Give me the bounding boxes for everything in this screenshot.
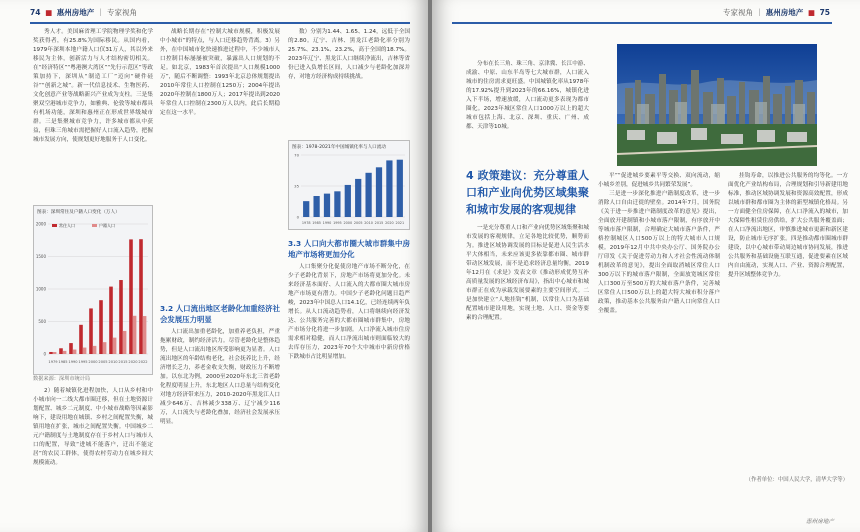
chart2-bar	[355, 179, 361, 217]
col5-top-text: 平”“促进城乡要素平等交换、双向流动，缩小城乡差别，促进城乡共同繁荣发展”。	[598, 173, 720, 188]
col1-top-text: 秀人才。美国麻省理工学院物理学奖和化学奖获得者，有25.8%为国际移民。从国内看，1979年深圳本地户籍人口仅31万人，其以外来移民为主体，创新活力与人才结构密切相关。在“经济特区”“粤港澳大湾区”“先行示范区”等政策加持下，深圳从“制造工厂”迈向“硬件硅谷”“创新之城”。新一代信息技术、生物医药、文化创意产业等战略新兴产业成为支柱。三是集聚双空港城市竞争力，如雅典、伦敦等城市都具有机场功能，深圳和惠州正在形成世界级城市群。三是集聚城市竞争力，许多城市都从中获益，但珠三角城市需把握好人口流入趋势，把握城市发展方向，使规划更好地服务于人口变化。	[33, 29, 153, 143]
col1-bottom-text: 2）随着城镇化进程加快，人口从乡村和中小城市向一二线大都市圈迁移，但在土地资源计划配置、城乡二元制度、中小城市战略等因素影响下，建设用地在城镇、乡村之间配置失衡，城镇用地在扩张，城市之间配置失衡。中国城乡二元户籍制度与土地制度存在于乡村人口与城市人口的配置，导致“进城不能落户，迁出不能定居”的农民工群体，使得农村劳动力在城乡间大规模流动。	[33, 388, 153, 466]
chart1-y-tick: 2000	[35, 221, 46, 227]
chart2-x-tick: 1995	[333, 221, 342, 225]
right-column-1	[466, 60, 589, 526]
chart1-bar	[93, 346, 97, 354]
chart1-title: 图表：深圳常住及户籍人口变化（万人）	[37, 210, 120, 215]
chart1-legend-swatch	[52, 224, 57, 227]
chart2-x-tick: 2020	[385, 221, 394, 225]
chart1-bar	[99, 300, 103, 354]
chart2-bar	[313, 196, 319, 217]
chart2-svg	[289, 151, 409, 227]
chart1-y-tick: 1500	[35, 254, 46, 259]
left-magazine-title: 惠州房地产	[56, 8, 95, 17]
chart1-x-tick: 1979	[48, 360, 58, 364]
chart1-x-tick: 2015	[118, 360, 128, 364]
col4-top-text: 分布在长三角、珠三角、京津冀、长江中游、成渝、中原、山东半岛等七大城市群，人口流入城市的住房需求更旺盛。中国城镇化率从1978年的17.92%提升到2023年的66.16%，城镇化进入下半场，增速放缓，人口流动更多表现为都市圈化。2023年城区常住人口1000万以上的超大城市包括上海、北京、深圳、重庆、广州、成都、天津等10城。	[466, 61, 589, 130]
chart1-bar	[113, 338, 117, 354]
chart1-bar	[59, 348, 63, 354]
right-column-2	[598, 172, 720, 526]
chart2-x-tick: 2005	[353, 221, 363, 225]
chart1-bar	[133, 316, 137, 354]
chart2-x-tick: 2015	[374, 221, 384, 225]
right-magazine-title: 惠州房地产	[765, 8, 804, 17]
chart1-legend-swatch	[92, 224, 97, 227]
chart2-bar	[345, 185, 351, 217]
chart2-title: 图表：1978-2021年中国城镇化率与人口流动	[292, 145, 386, 150]
chart1-bar	[89, 308, 93, 354]
chart1-bar	[123, 331, 127, 354]
col2-bottom-text: 人口流出加重老龄化，加重养老负担，严重拖累财政，制约经济活力。尽管老龄化是整体趋势，但是人口流出地区所受影响更为显著。人口流出地区的年龄结构老化，社会抚养比上升，经济增长乏力，养老金收支失衡，财政压力不断增加。以东北为例，2000至2020年东北三省老龄化程度明显上升，东北地区人口总量与结构变化对地方经济带来压力，2010-2020年黑龙江人口减少646万、吉林减少338万、辽宁减少116万，人口流失与老龄化叠加，经济社会发展承压明显。	[160, 329, 280, 425]
chart2-x-tick: 2021	[395, 221, 405, 225]
col3-top-text: 数）分别为1.44、1.65、1.24，远低于全国的2.80。辽宁、吉林、黑龙江老龄化率分别为25.7%、23.1%、23.2%，高于全国的18.7%。2023年辽宁、黑龙江人口继续净流出，吉林等省份已进入负增长区间，人口减少与老龄化加深并存，对地方经济构成持续挑战。	[288, 29, 410, 80]
chart1-x-tick: 2010	[108, 360, 118, 364]
left-column-2	[160, 28, 280, 526]
section-3-2-heading: 3.2 人口流出地区老龄化加重经济社会发展压力明显	[160, 304, 280, 324]
chart1-y-tick: 500	[38, 319, 46, 324]
chart2-x-tick: 1985	[312, 221, 321, 225]
chart1-bar	[119, 280, 123, 354]
chart1-x-tick: 1995	[78, 360, 88, 364]
chart-urbanization	[288, 140, 410, 230]
chart2-x-tick: 2010	[364, 221, 373, 225]
left-page-number: 74	[30, 8, 41, 17]
chart1-bar	[109, 287, 113, 354]
chart2-y-tick: 70	[294, 152, 299, 158]
chart2-x-tick: 2000	[343, 221, 353, 225]
city-skyline-illustration	[617, 44, 817, 166]
col3-bottom-text: 人口集聚分化促使房地产市场不断分化，在少子老龄化背景下，房地产市场将更加分化。未来经济基本面好、人口流入的大都市圈大城市房地产市场更有潜力。中国少子老龄化问题日趋严峻，2023年中国总人口14.1亿，已经连续两年负增长。从人口流动趋势看，人口将继续向经济发达、公共服务完善的大都市圈城市群集中，房地产市场分化将进一步加剧。人口净流入城市住房需求相对稳健，而人口净流出城市则面临较大的去库存压力，2023年70个大中城市中新房价格下跌城市占比明显增加。	[288, 264, 410, 360]
chart2-bar	[376, 167, 382, 217]
left-header: 74 ■ 惠州房地产 ｜ 专家视角	[30, 8, 138, 17]
author-credit: （作者单位：中国人民大学，清华大学等）	[745, 477, 848, 483]
chart1-bar	[49, 352, 53, 354]
section-4-heading: 4 政策建议：充分尊重人口和产业向优势区域集聚和城市发展的客观规律	[466, 169, 589, 216]
chart2-y-tick: 0	[296, 214, 299, 220]
left-column-1	[33, 28, 153, 526]
chart1-bar	[103, 342, 107, 354]
col6-text: 挂钩寿命，以推进公共服务的均等化。一方面优化产业结构布局，合理规划和引导新建用地标准，推动区域协调发展和资源高效配置，形成以城市群和都市圈为主体的新型城镇化格局。另一方面健全住房保障，在人口净流入的城市，加大保障性租赁住房供给，扩大公共服务覆盖面；在人口净流出地区，审慎推进城市更新和新区建设，防止城市无序扩张。四是推动都市圈城市群建设，以中心城市带动周边城市协同发展，推进公共服务和基础设施互联互通，促进要素在区域内自由流动，实现人口、产业、资源合理配置，提升区域整体竞争力。	[728, 173, 848, 278]
col2-top-text: 战略长期存在“控制大城市规模，积极发展中小城市”的特点，与人口迁移趋势背离。3）另外，在中国城市化快速推进过程中，不少城市人口控制目标屡屡被突破，暴露出人口规划的不足。如北京，1983年首次提出“人口规模1000万”，随后不断调整：1993年北京总体规划提出2010年常住人口控制在1250万；2004年提出2020年控制在1800万人；2017年提出到2020年常住人口控制在2300万人以内，此后长期稳定在这一水平。	[160, 29, 280, 116]
chart-shenzhen-population	[33, 205, 153, 375]
section-3-3-heading: 3.3 人口向大都市圈大城市群集中房地产市场将更加分化	[288, 239, 410, 259]
chart2-bar	[365, 173, 371, 217]
chart1-bar	[63, 351, 67, 354]
chart1-bar	[129, 239, 133, 354]
chart1-bar	[69, 343, 73, 354]
city-skyline-photo	[617, 44, 817, 166]
chart1-y-tick: 1000	[35, 286, 46, 292]
left-page	[0, 0, 428, 532]
right-page-number: 75	[819, 8, 830, 17]
chart1-legend-label: 常住人口	[59, 223, 75, 228]
right-header-rule	[452, 22, 832, 24]
col4-bottom-text: 一是充分尊重人口和产业向优势区域集聚和城市发展的客观规律，立足各地比较优势，顺势而为。推进区域协调发展的目标是促进人民生活水平大体相当，未来应该更多依靠都市圈、城市群带动区域发展，而不是追求经济总量均衡，2019年12月在《求是》发表文章《推动形成优势互补高质量发展的区域经济布局》，指出中心城市和城市群正在成为承载发展要素的主要空间形式。二是加快建立“人地挂钩”机制，以常住人口为基础配置城市建设用地，实现土地、人口、资金等要素的合理配置。	[466, 225, 589, 321]
chart1-bar	[53, 352, 57, 354]
chart1-bar	[83, 348, 87, 354]
chart1-bar	[139, 239, 143, 354]
chart2-bar	[334, 191, 340, 217]
chart2-bar	[303, 201, 309, 217]
left-header-rule	[30, 22, 410, 24]
chart1-x-tick: 1985	[58, 360, 68, 364]
right-column-3	[728, 172, 848, 526]
chart1-svg	[34, 218, 152, 368]
chart1-legend-label: 户籍人口	[99, 223, 115, 228]
chart1-x-tick: 2022	[138, 360, 148, 364]
chart1-x-tick: 2005	[98, 360, 108, 364]
chart1-y-tick: 0	[43, 351, 46, 357]
chart2-x-tick: 1978	[301, 221, 311, 225]
chart1-x-tick: 2020	[128, 360, 138, 364]
watermark-text: 惠州房地产	[806, 519, 834, 525]
left-column-3	[288, 28, 410, 526]
chart2-bar	[324, 194, 330, 217]
chart1-bar	[79, 325, 83, 354]
right-section-label: 专家视角	[722, 8, 753, 17]
chart1-x-tick: 1990	[68, 360, 78, 364]
chart2-bar	[397, 160, 403, 217]
chart2-y-tick: 35	[294, 183, 299, 189]
left-section-label: 专家视角	[107, 8, 138, 17]
chart1-bar	[73, 350, 77, 354]
chart1-caption: 数据来源：深圳市统计局	[33, 376, 91, 382]
chart2-bar	[386, 160, 392, 217]
chart2-x-tick: 1990	[322, 221, 332, 225]
right-header: 专家视角 ｜ 惠州房地产 ■ 75	[722, 8, 830, 17]
chart1-x-tick: 2000	[88, 360, 98, 364]
col5-bottom-text: 三是进一步深化推进户籍制度改革，进一步消除人口自由迁徙的壁垒。2014年7月，国务院《关于进一步推进户籍制度改革的意见》提出，全面放开建制镇和小城市落户限制，有序放开中等城市落户限制，合理确定大城市落户条件，严格控制城区人口500万以上的特大城市人口规模。2019年12月中共中央办公厅、国务院办公厅印发《关于促进劳动力和人才社会性流动体制机制改革的意见》，提出全面取消城区常住人口300万以下的城市落户限制，全面放宽城区常住人口300万至500万的大城市落户条件，完善城区常住人口500万以上的超大特大城市积分落户政策，推动基本公共服务由户籍人口向常住人口全覆盖。	[598, 191, 720, 314]
chart1-bar	[143, 316, 147, 354]
